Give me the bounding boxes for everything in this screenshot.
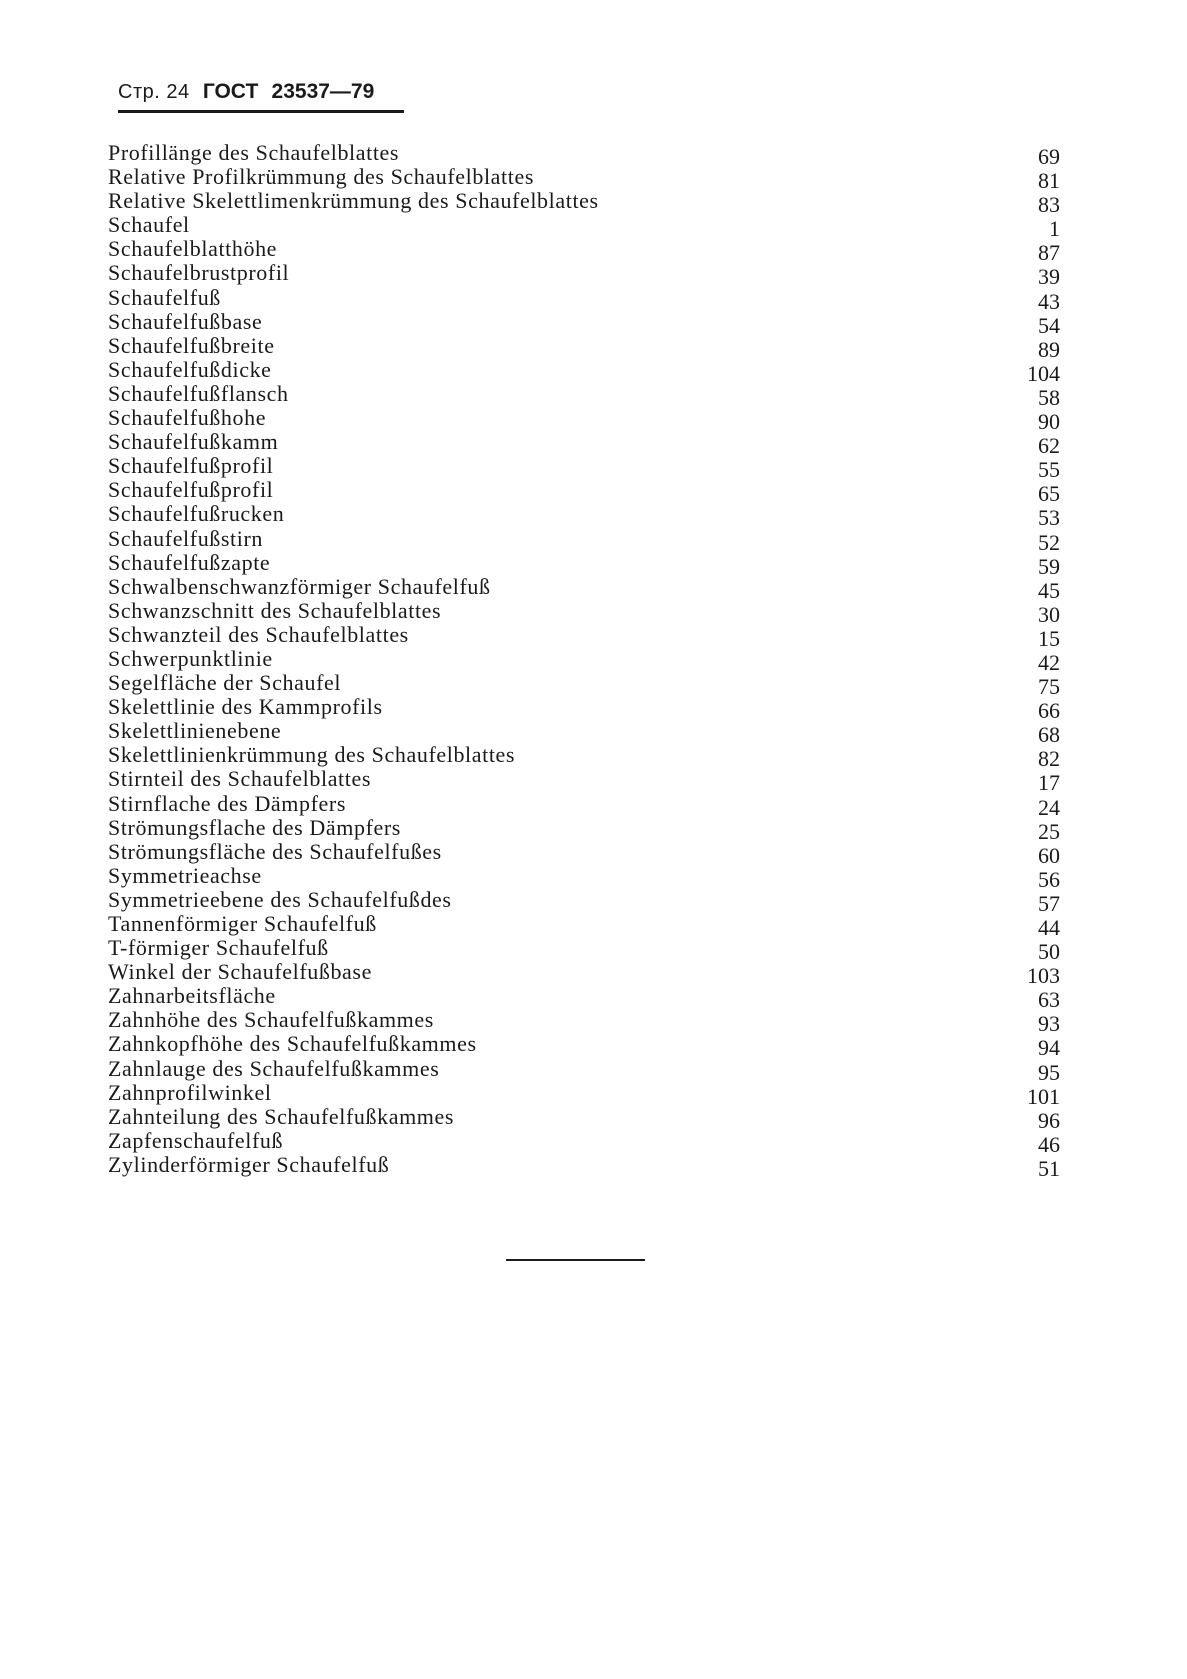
index-number: 65	[1038, 481, 1060, 507]
index-entry	[108, 862, 1060, 892]
index-number: 69	[1038, 144, 1060, 169]
index-entry	[108, 1007, 1060, 1037]
index-number: 45	[1038, 577, 1060, 603]
index-number: 56	[1038, 866, 1060, 892]
index-term: Schaufelfußstirn	[108, 525, 264, 551]
index-term: Schwanzteil des Schaufelblattes	[108, 621, 409, 647]
index-number: 63	[1038, 987, 1060, 1013]
index-term: Schaufelblatthöhe	[108, 236, 278, 262]
index-term: Skelettlinienebene	[108, 718, 282, 744]
index-number: 39	[1038, 264, 1060, 290]
index-term: Winkel der Schaufelfußbase	[108, 959, 372, 985]
index-list	[108, 140, 1060, 1181]
header-rule	[118, 110, 404, 113]
index-term: Symmetrieebene des Schaufelfußdes	[108, 886, 452, 912]
index-entry	[108, 212, 1060, 242]
index-term: Tannenförmiger Schaufelfuß	[108, 911, 377, 936]
index-term: Schaufelfußhohe	[108, 405, 267, 431]
index-number: 95	[1038, 1059, 1060, 1085]
index-term: Stirnflache des Dämpfers	[108, 790, 346, 816]
index-entry	[108, 429, 1060, 459]
index-entry	[108, 1127, 1060, 1157]
index-term: Zahnprofilwinkel	[108, 1079, 272, 1105]
index-number: 62	[1038, 433, 1060, 459]
index-number: 83	[1038, 192, 1060, 218]
index-entry	[108, 742, 1060, 772]
index-number: 55	[1038, 457, 1060, 483]
index-number: 50	[1038, 939, 1060, 965]
index-entry	[108, 573, 1060, 603]
index-entry	[108, 935, 1060, 965]
index-entry	[108, 597, 1060, 627]
index-entry	[108, 718, 1060, 748]
index-entry	[108, 477, 1060, 507]
index-term: Zahnkopfhöhe des Schaufelfußkammes	[108, 1031, 477, 1057]
index-entry	[108, 405, 1060, 435]
index-number: 87	[1038, 240, 1060, 266]
index-term: Schwerpunktlinie	[108, 645, 273, 671]
index-number: 46	[1038, 1131, 1060, 1157]
index-term: Skelettlinie des Kammprofils	[108, 694, 383, 720]
index-number: 24	[1038, 794, 1060, 820]
index-entry	[108, 1079, 1060, 1109]
index-entry	[108, 236, 1060, 266]
index-entry	[108, 453, 1060, 483]
index-term: Stirnteil des Schaufelblattes	[108, 766, 372, 792]
index-term: Skelettlinienkrümmung des Schaufelblattes	[108, 742, 516, 768]
index-number: 75	[1038, 674, 1060, 700]
index-term: Schaufelfußdicke	[108, 356, 272, 382]
index-number: 104	[1027, 360, 1060, 386]
index-number: 89	[1038, 336, 1060, 362]
index-entry	[108, 694, 1060, 724]
index-term: Zahnarbeitsfläche	[108, 983, 276, 1009]
standard-number: 23537—79	[271, 80, 375, 103]
index-entry	[108, 1055, 1060, 1085]
index-entry	[108, 308, 1060, 338]
index-number: 58	[1038, 384, 1060, 410]
index-entry	[108, 380, 1060, 410]
index-entry	[108, 525, 1060, 555]
index-number: 103	[1027, 963, 1060, 989]
index-term: Symmetrieachse	[108, 862, 262, 888]
index-number: 15	[1038, 625, 1060, 651]
index-term: Zapfenschaufelfuß	[108, 1127, 284, 1153]
index-entry	[108, 911, 1060, 940]
index-entry	[108, 1151, 1060, 1181]
index-term: Relative Profilkrümmung des Schaufelblattes	[108, 164, 534, 190]
index-term: Schaufelfußrucken	[108, 501, 285, 527]
index-term: Zylinderförmiger Schaufelfuß	[108, 1151, 390, 1177]
index-number: 57	[1038, 890, 1060, 916]
index-term: Schaufelfuß	[108, 284, 221, 310]
index-entry	[108, 670, 1060, 700]
index-term: Schaufelfußkamm	[108, 429, 279, 455]
index-entry	[108, 621, 1060, 651]
index-entry	[108, 356, 1060, 386]
index-entry	[108, 284, 1060, 314]
index-entry	[108, 260, 1060, 290]
index-number: 54	[1038, 312, 1060, 338]
index-term: Schaufelfußprofil	[108, 477, 274, 503]
index-term: Strömungsflache des Dämpfers	[108, 814, 401, 840]
index-number: 96	[1038, 1107, 1060, 1133]
index-entry	[108, 1103, 1060, 1133]
index-term: Strömungsfläche des Schaufelfußes	[108, 838, 442, 864]
index-term: Schaufel	[108, 212, 190, 238]
index-term: Schwalbenschwanzförmiger Schaufelfuß	[108, 573, 491, 599]
index-entry	[108, 886, 1060, 916]
index-entry	[108, 164, 1060, 194]
index-number: 81	[1038, 168, 1060, 194]
index-number: 68	[1038, 722, 1060, 748]
index-number: 51	[1038, 1155, 1060, 1181]
index-number: 25	[1038, 818, 1060, 844]
index-term: Schaufelbrustprofil	[108, 260, 290, 286]
index-entry	[108, 332, 1060, 362]
index-term: Relative Skelettlimenkrümmung des Schaufelblattes	[108, 188, 599, 214]
index-entry	[108, 549, 1060, 579]
index-entry	[108, 188, 1060, 218]
index-entry	[108, 766, 1060, 796]
index-number: 52	[1038, 529, 1060, 555]
index-number: 59	[1038, 553, 1060, 579]
index-term: T-förmiger Schaufelfuß	[108, 935, 329, 961]
index-number: 90	[1038, 409, 1060, 435]
index-term: Schaufelfußzapte	[108, 549, 271, 575]
index-term: Zahnlauge des Schaufelfußkammes	[108, 1055, 440, 1081]
index-entry	[108, 838, 1060, 868]
index-term: Schaufelfußprofil	[108, 453, 274, 479]
index-number: 82	[1038, 746, 1060, 772]
index-number: 93	[1038, 1011, 1060, 1037]
page-header	[118, 78, 374, 105]
end-rule	[506, 1259, 645, 1261]
index-term: Schaufelfußbreite	[108, 332, 275, 358]
index-entry	[108, 983, 1060, 1013]
index-term: Segelfläche der Schaufel	[108, 670, 342, 696]
index-number: 30	[1038, 601, 1060, 627]
index-term: Schwanzschnitt des Schaufelblattes	[108, 597, 442, 623]
index-number: 1	[1049, 216, 1060, 242]
page-number: Стр. 24	[118, 81, 190, 103]
index-entry	[108, 959, 1060, 989]
index-entry	[108, 814, 1060, 844]
index-number: 42	[1038, 649, 1060, 675]
index-term: Zahnhöhe des Schaufelfußkammes	[108, 1007, 434, 1033]
index-number: 101	[1027, 1083, 1060, 1109]
index-term: Schaufelfußflansch	[108, 380, 289, 406]
index-entry	[108, 501, 1060, 531]
index-term: Profillänge des Schaufelblattes	[108, 140, 400, 165]
standard-code: ГОСТ	[202, 80, 259, 103]
index-entry	[108, 1031, 1060, 1061]
index-term: Schaufelfußbase	[108, 308, 263, 334]
index-number: 43	[1038, 288, 1060, 314]
index-entry	[108, 645, 1060, 675]
index-entry	[108, 790, 1060, 820]
index-term: Zahnteilung des Schaufelfußkammes	[108, 1103, 455, 1129]
index-number: 60	[1038, 842, 1060, 868]
index-number: 17	[1038, 770, 1060, 796]
index-number: 53	[1038, 505, 1060, 531]
index-entry	[108, 140, 1060, 169]
index-number: 44	[1038, 915, 1060, 940]
index-number: 94	[1038, 1035, 1060, 1061]
index-number: 66	[1038, 698, 1060, 724]
